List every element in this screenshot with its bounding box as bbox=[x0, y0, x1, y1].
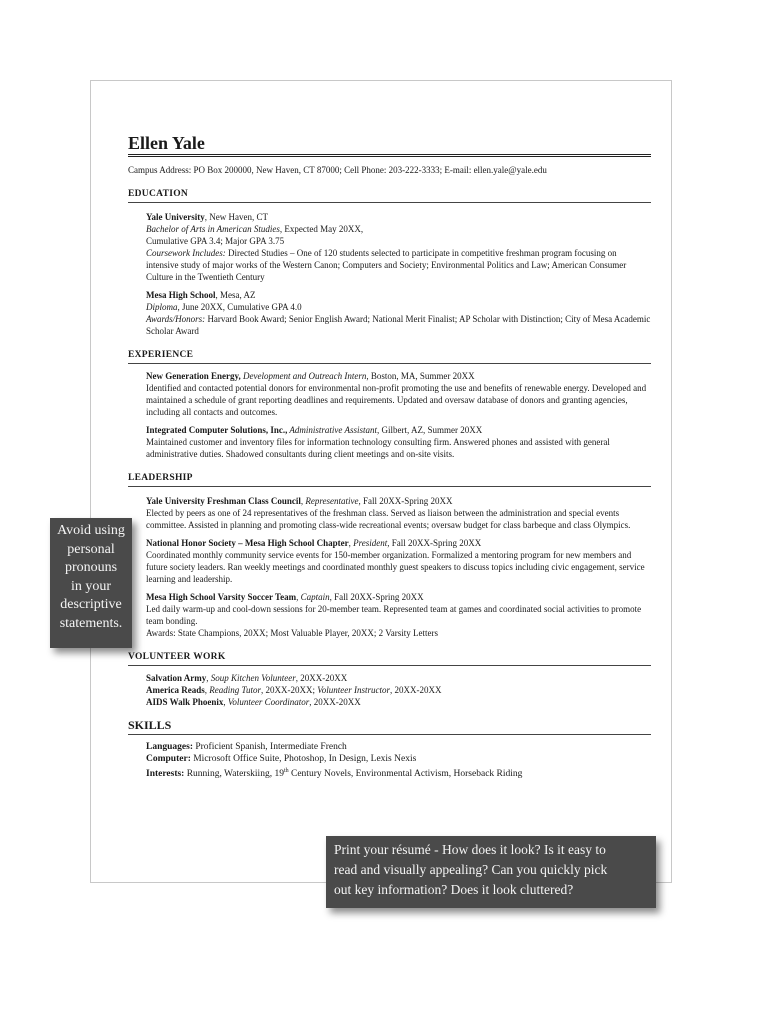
diploma-detail: , June 20XX, Cumulative GPA 4.0 bbox=[177, 302, 302, 312]
role: Soup Kitchen Volunteer bbox=[210, 673, 296, 683]
callout-line: descriptive bbox=[60, 597, 122, 612]
leadership-section bbox=[128, 472, 651, 639]
section-rule bbox=[128, 734, 651, 735]
dates: , 20XX-20XX; bbox=[261, 685, 318, 695]
experience-section bbox=[128, 349, 651, 460]
description: Elected by peers as one of 24 representatives of the freshman class. Served as liaison between the administration and special events committee. Assisted in planning and promoting class-wide recreational events; oversaw budget for class barbeque and class Olympics. bbox=[146, 508, 631, 530]
employer: New Generation Energy, bbox=[146, 371, 241, 381]
leadership-entry-3 bbox=[128, 591, 651, 639]
job-title: Administrative Assistant bbox=[287, 425, 378, 435]
volunteer-section bbox=[128, 651, 651, 708]
skill-value: Century Novels, Environmental Activism, Horseback Riding bbox=[288, 769, 523, 780]
leadership-entry-1 bbox=[128, 495, 651, 531]
job-detail: , Gilbert, AZ, Summer 20XX bbox=[377, 425, 483, 435]
degree-expected: , Expected May 20XX, bbox=[279, 224, 364, 234]
education-entry-yale bbox=[128, 211, 651, 283]
separator: , bbox=[223, 697, 228, 707]
callout-print-tip bbox=[326, 836, 656, 908]
callout-line: pronouns bbox=[64, 560, 118, 575]
job-description: Maintained customer and inventory files for information technology consulting firm. Answered phones and assisted with general administrative duties. Shadowed consultants during client meetings and on-site visits. bbox=[146, 437, 610, 459]
school-location: , New Haven, CT bbox=[204, 212, 268, 222]
separator: , bbox=[204, 685, 210, 695]
callout-line: statements. bbox=[59, 615, 123, 631]
section-heading-leadership: LEADERSHIP bbox=[128, 473, 193, 483]
section-heading-experience: EXPERIENCE bbox=[128, 350, 194, 360]
coursework: Directed Studies – One of 120 students selected to participate in competitive freshman program focusing on intensive study of major works of the Western Canon; Computers and Society; Environmental Politics and Law; American Consumer Culture in the Twentieth Century bbox=[146, 248, 627, 282]
org-name: Mesa High School Varsity Soccer Team bbox=[146, 592, 297, 602]
school-location: , Mesa, AZ bbox=[215, 290, 256, 300]
role: Reading Tutor bbox=[209, 685, 261, 695]
contact-line: Campus Address: PO Box 200000, New Haven, CT 87000; Cell Phone: 203-222-3333; E-mail: ellen.yale@yale.edu bbox=[128, 165, 547, 175]
section-rule bbox=[128, 363, 651, 364]
dates: , 20XX-20XX bbox=[295, 673, 348, 683]
superscript: th bbox=[283, 768, 289, 774]
org-name: AIDS Walk Phoenix bbox=[146, 697, 224, 707]
callout-line: in your bbox=[70, 578, 112, 594]
role: President bbox=[353, 538, 388, 548]
gpa: Cumulative GPA 3.4; Major GPA 3.75 bbox=[146, 236, 285, 246]
school-name: Yale University bbox=[146, 212, 205, 222]
skill-label: Languages: bbox=[146, 742, 193, 752]
leadership-entry-2 bbox=[128, 537, 651, 585]
diploma-label: Diploma bbox=[146, 302, 178, 312]
dates: , Fall 20XX-Spring 20XX bbox=[387, 538, 482, 548]
role: Volunteer Coordinator bbox=[227, 697, 310, 707]
name-rule bbox=[128, 154, 651, 157]
school-name: Mesa High School bbox=[146, 290, 216, 300]
section-rule bbox=[128, 486, 651, 487]
dates: , 20XX-20XX bbox=[309, 697, 361, 707]
awards-label: Awards/Honors: bbox=[146, 314, 206, 324]
experience-entry-2 bbox=[128, 424, 651, 460]
callout-line: Print your résumé - How does it look? Is it easy to bbox=[334, 842, 606, 857]
section-rule bbox=[128, 202, 651, 203]
section-rule bbox=[128, 665, 651, 666]
dates: , Fall 20XX-Spring 20XX bbox=[329, 592, 424, 602]
coursework-label: Coursework Includes: bbox=[146, 248, 226, 258]
role: Captain bbox=[300, 592, 330, 602]
degree: Bachelor of Arts in American Studies bbox=[146, 224, 280, 234]
resume-name: Ellen Yale bbox=[128, 133, 205, 153]
education-section bbox=[128, 188, 651, 337]
separator: , bbox=[300, 496, 306, 506]
org-name: Yale University Freshman Class Council bbox=[146, 496, 301, 506]
skill-value: Proficient Spanish, Intermediate French bbox=[192, 742, 347, 752]
education-entry-mesa bbox=[128, 289, 651, 337]
skill-value: Microsoft Office Suite, Photoshop, In Design, Lexis Nexis bbox=[190, 754, 417, 764]
section-heading-education: EDUCATION bbox=[128, 189, 189, 199]
separator: , bbox=[348, 538, 354, 548]
separator: , bbox=[206, 673, 211, 683]
description: Led daily warm-up and cool-down sessions for 20-member team. Represented team at games and coordinated social activities to promote team bonding. bbox=[146, 604, 642, 626]
volunteer-list bbox=[128, 672, 651, 708]
callout-line: personal bbox=[67, 541, 115, 557]
role: Representative bbox=[305, 496, 359, 506]
section-heading-volunteer: VOLUNTEER WORK bbox=[128, 652, 226, 662]
dates: , Fall 20XX-Spring 20XX bbox=[358, 496, 453, 506]
job-detail: , Boston, MA, Summer 20XX bbox=[366, 371, 475, 381]
dates: , 20XX-20XX bbox=[390, 685, 442, 695]
resume-content bbox=[128, 132, 651, 780]
employer: Integrated Computer Solutions, Inc., bbox=[146, 425, 288, 435]
job-description: Identified and contacted potential donors for environmental non-profit promoting the use and benefits of renewable energy. Developed and maintained a schedule of grant reporting deadlines and requirements. Updated and oversaw database of donors and granting agencies, including all contacts and outcomes. bbox=[146, 383, 647, 417]
callout-pronouns bbox=[50, 518, 132, 648]
callout-line: Avoid using bbox=[57, 523, 125, 538]
separator: , bbox=[296, 592, 301, 602]
skills-section bbox=[128, 718, 651, 780]
callout-line: out key information? Does it look cluttered? bbox=[334, 882, 574, 897]
skills-list bbox=[128, 741, 651, 780]
awards: Awards: State Champions, 20XX; Most Valuable Player, 20XX; 2 Varsity Letters bbox=[146, 628, 438, 638]
awards: Harvard Book Award; Senior English Award; National Merit Finalist; AP Scholar with Distinction; City of Mesa Academic Scholar Award bbox=[146, 314, 651, 336]
callout-line: read and visually appealing? Can you quickly pick bbox=[334, 862, 608, 877]
org-name: National Honor Society – Mesa High School Chapter bbox=[146, 538, 349, 548]
job-title: Development and Outreach Intern bbox=[240, 371, 367, 381]
experience-entry-1 bbox=[128, 370, 651, 418]
skill-label: Computer: bbox=[146, 754, 191, 764]
skill-label: Interests: bbox=[146, 769, 185, 780]
section-heading-skills: SKILLS bbox=[128, 718, 172, 732]
role: Volunteer Instructor bbox=[317, 685, 390, 695]
org-name: America Reads bbox=[146, 685, 205, 695]
description: Coordinated monthly community service events for 150-member organization. Formalized a mentoring program for new members and future society leaders. Ran weekly meetings and coordinated monthly guest speakers to discuss topics including civic engagement, service learning and leadership. bbox=[146, 550, 645, 584]
skill-value: Running, Waterskiing, 19 bbox=[184, 769, 284, 780]
org-name: Salvation Army bbox=[146, 673, 207, 683]
